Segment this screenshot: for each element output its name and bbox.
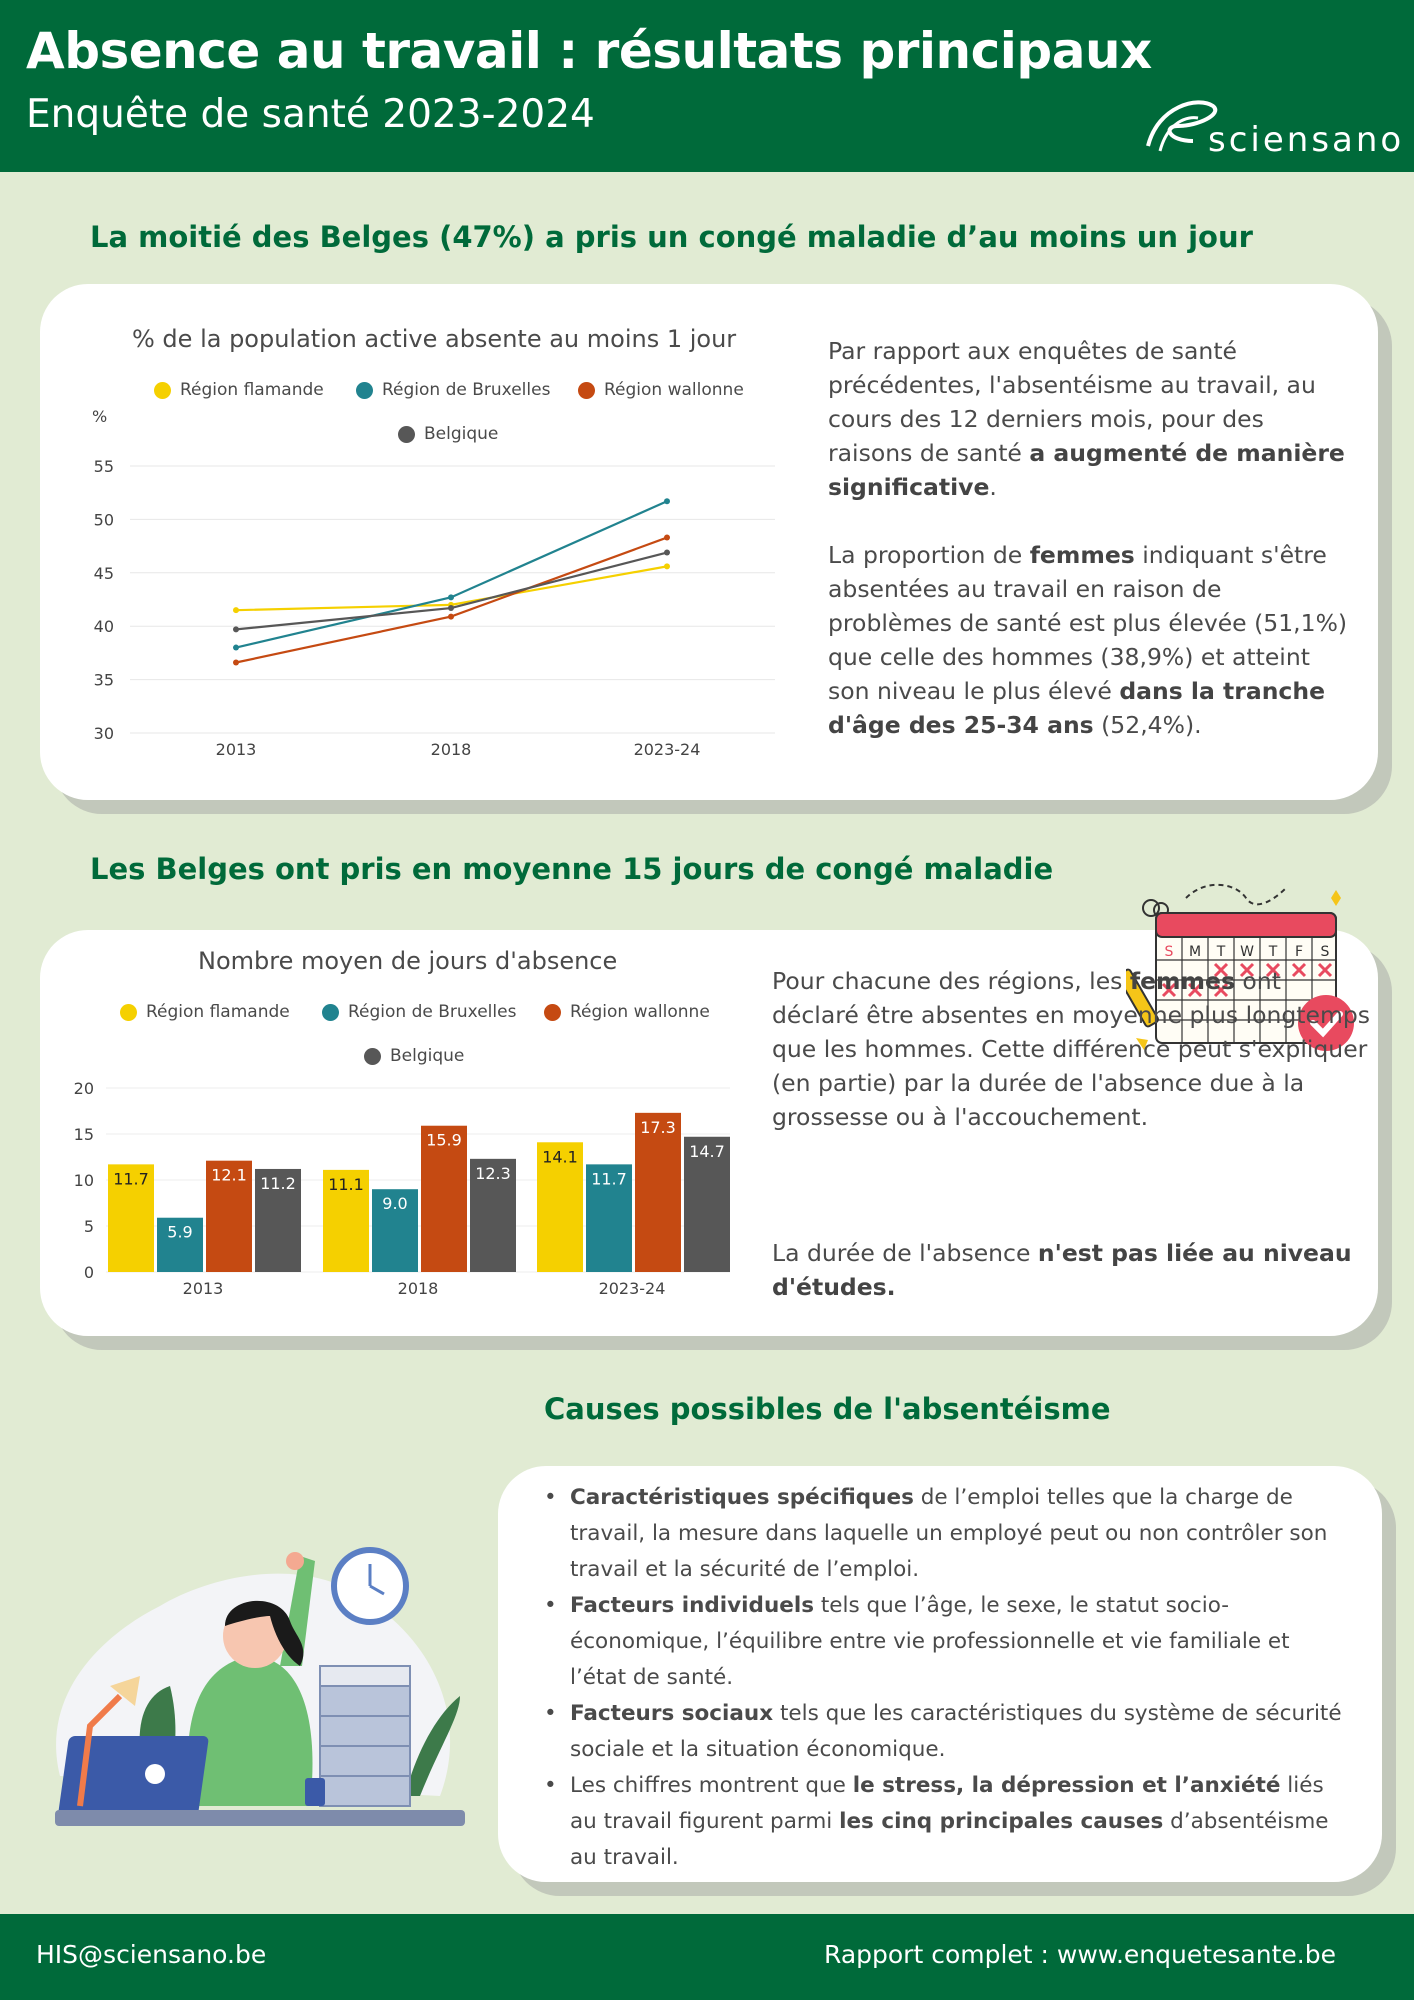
legend-item bbox=[322, 1002, 516, 1022]
x-tick-label: 2018 bbox=[430, 740, 472, 759]
data-point bbox=[448, 605, 454, 611]
data-point bbox=[448, 614, 454, 620]
bar-data-label: 12.3 bbox=[475, 1163, 511, 1183]
section2-paragraph-2: La durée de l'absence n'est pas liée au niveau d'études. bbox=[772, 1239, 1352, 1301]
y-tick-label: 15 bbox=[73, 1125, 94, 1144]
x-tick-label: 2018 bbox=[397, 1279, 439, 1298]
bar-chart-title: Nombre moyen de jours d'absence bbox=[198, 947, 618, 975]
legend-dot bbox=[120, 1004, 137, 1021]
data-point bbox=[233, 645, 239, 651]
section1-paragraph-2: La proportion de femmes indiquant s'être absentées au travail en raison de problèmes de santé est plus élevée (51,1%) que celle des hommes (38,9%) et atteint son niveau le plus élevé dans la tranche d'âge des 25-34 ans (52,4%). bbox=[828, 541, 1348, 739]
bar-data-label: 14.7 bbox=[689, 1141, 725, 1161]
y-tick-label: 5 bbox=[83, 1217, 94, 1236]
worker-illustration bbox=[40, 1516, 480, 1836]
page-title: Absence au travail : résultats principaux bbox=[26, 22, 1152, 80]
section1-paragraph-1: Par rapport aux enquêtes de santé précédentes, l'absentéisme au travail, au cours des 12 derniers mois, pour des raisons de santé a augmenté de manière significative. bbox=[828, 337, 1345, 501]
legend-item bbox=[356, 380, 550, 400]
line-chart-title: % de la population active absente au moins 1 jour bbox=[132, 325, 737, 353]
bar-data-label: 5.9 bbox=[167, 1222, 193, 1242]
data-point bbox=[233, 626, 239, 632]
y-tick-label: 10 bbox=[73, 1171, 94, 1190]
y-tick-label: 40 bbox=[93, 617, 114, 637]
y-tick-label: 35 bbox=[93, 670, 114, 690]
header bbox=[0, 0, 1414, 172]
footer-report-link[interactable]: Rapport complet : www.enquetesante.be bbox=[824, 1940, 1336, 1969]
legend-dot bbox=[364, 1048, 381, 1065]
y-tick-label: 55 bbox=[93, 457, 114, 476]
footer bbox=[0, 1914, 1414, 2000]
bar-data-label: 14.1 bbox=[542, 1147, 578, 1167]
legend-item bbox=[544, 1002, 710, 1022]
y-tick-label: 45 bbox=[93, 563, 114, 583]
cause-item: • Les chiffres montrent que le stress, la dépression et l’anxiété liés au travail figurent parmi les cinq principales causes d’absentéisme au travail. bbox=[538, 1768, 1343, 1876]
legend-dot bbox=[154, 382, 171, 399]
bar-data-label: 17.3 bbox=[640, 1117, 676, 1137]
cause-item: • Facteurs sociaux tels que les caractéristiques du système de sécurité sociale et la situation économique. bbox=[538, 1696, 1343, 1768]
legend-label: Belgique bbox=[424, 424, 499, 444]
legend-item bbox=[578, 380, 744, 400]
legend-label: Région wallonne bbox=[570, 1002, 710, 1022]
bar-data-label: 11.1 bbox=[328, 1174, 364, 1194]
cause-item: • Caractéristiques spécifiques de l’emploi telles que la charge de travail, la mesure dans laquelle un employé peut ou non contrôler son travail et la sécurité de l’emploi. bbox=[538, 1480, 1343, 1588]
y-tick-label: 20 bbox=[73, 1079, 94, 1098]
cause-item: • Facteurs individuels tels que l’âge, le sexe, le statut socio-économique, l’équilibre entre vie professionnelle et vie familiale et l’état de santé. bbox=[538, 1588, 1343, 1696]
data-point bbox=[664, 498, 670, 504]
bar-data-label: 11.7 bbox=[591, 1169, 627, 1189]
causes-list bbox=[538, 1480, 1343, 1876]
calendar-day-label: T bbox=[1216, 944, 1226, 960]
section3-title: Causes possibles de l'absentéisme bbox=[544, 1392, 1111, 1426]
calendar-day-label: M bbox=[1188, 944, 1202, 960]
legend-label: Région flamande bbox=[146, 1002, 290, 1022]
y-tick-label: 0 bbox=[83, 1263, 94, 1282]
legend-label: Région de Bruxelles bbox=[382, 380, 551, 400]
legend-item bbox=[120, 1002, 290, 1022]
legend-dot bbox=[356, 382, 373, 399]
logo-text: sciensano bbox=[1208, 120, 1405, 160]
y-axis-label: % bbox=[92, 407, 108, 426]
x-tick-label: 2023-24 bbox=[633, 740, 701, 759]
bar-data-label: 9.0 bbox=[382, 1194, 408, 1214]
line-chart bbox=[40, 400, 800, 770]
legend-label: Région flamande bbox=[180, 380, 324, 400]
legend-label: Région de Bruxelles bbox=[348, 1002, 517, 1022]
legend-dot bbox=[578, 382, 595, 399]
legend-item bbox=[364, 1046, 464, 1066]
data-point bbox=[664, 563, 670, 569]
bar-chart bbox=[40, 1070, 740, 1310]
legend-label: Belgique bbox=[390, 1046, 465, 1066]
data-point bbox=[664, 550, 670, 556]
calendar-day-label: S bbox=[1320, 944, 1330, 960]
section2-paragraph-1: Pour chacune des régions, les femmes ont déclaré être absentes en moyenne plus longtemps que les hommes. Cette différence peut s'expliquer (en partie) par la durée de l'absence due à la grossesse ou à l'accouchement. bbox=[772, 967, 1371, 1131]
x-tick-label: 2013 bbox=[182, 1279, 224, 1298]
bar-data-label: 15.9 bbox=[426, 1130, 462, 1150]
sciensano-logo bbox=[1138, 96, 1405, 166]
data-point bbox=[233, 660, 239, 666]
data-point bbox=[448, 594, 454, 600]
calendar-day-label: W bbox=[1240, 944, 1254, 960]
calendar-day-label: F bbox=[1294, 944, 1304, 960]
bar-data-label: 11.7 bbox=[113, 1169, 149, 1189]
x-tick-label: 2013 bbox=[215, 740, 257, 759]
section1-title: La moitié des Belges (47%) a pris un congé maladie d’au moins un jour bbox=[90, 220, 1253, 254]
section2-title: Les Belges ont pris en moyenne 15 jours de congé maladie bbox=[90, 852, 1054, 886]
footer-email-link[interactable]: HIS@sciensano.be bbox=[36, 1940, 267, 1969]
x-tick-label: 2023-24 bbox=[598, 1279, 666, 1298]
legend-dot bbox=[544, 1004, 561, 1021]
legend-label: Région wallonne bbox=[604, 380, 744, 400]
calendar-day-label: S bbox=[1164, 944, 1174, 960]
page-subtitle: Enquête de santé 2023-2024 bbox=[26, 92, 595, 137]
calendar-day-label: T bbox=[1268, 944, 1278, 960]
legend-item bbox=[154, 380, 324, 400]
legend-dot bbox=[322, 1004, 339, 1021]
y-tick-label: 30 bbox=[93, 724, 114, 743]
y-tick-label: 50 bbox=[93, 510, 114, 530]
data-point bbox=[664, 535, 670, 541]
data-point bbox=[233, 607, 239, 613]
bar-data-label: 12.1 bbox=[211, 1165, 247, 1185]
bar-data-label: 11.2 bbox=[260, 1173, 296, 1193]
series-line bbox=[236, 501, 667, 647]
